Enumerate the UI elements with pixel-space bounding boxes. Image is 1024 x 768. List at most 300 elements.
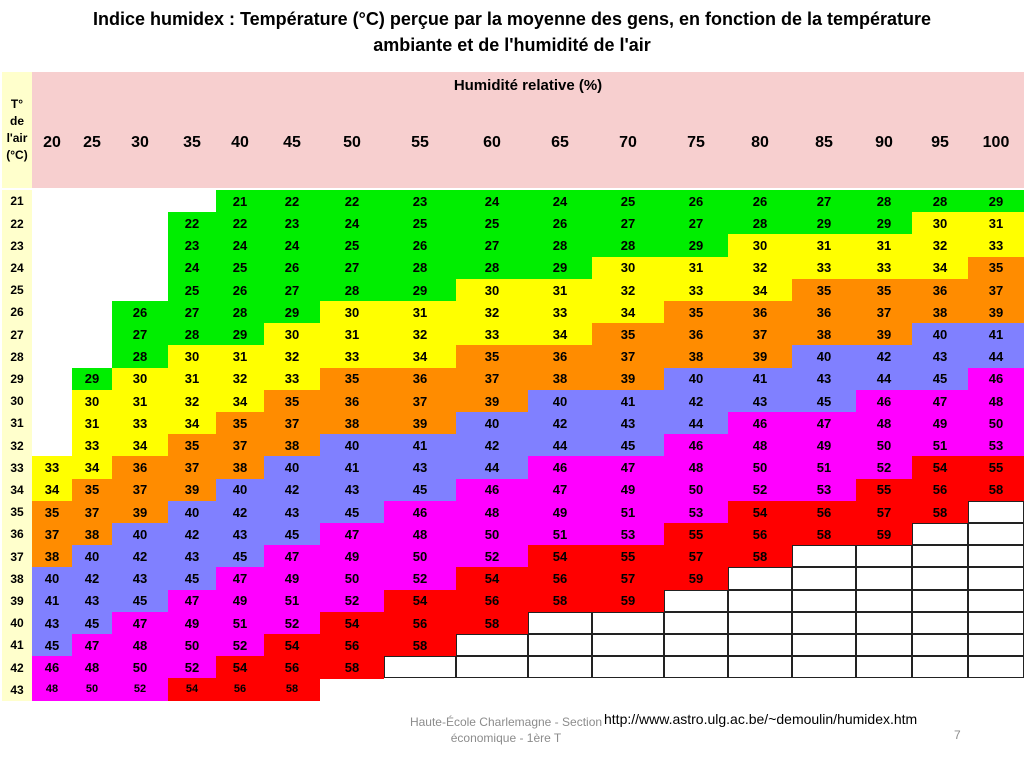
humidex-cell: 45 — [264, 523, 320, 546]
humidex-cell: 45 — [320, 501, 384, 524]
humidex-cell: 35 — [664, 301, 728, 324]
humidex-cell: 54 — [456, 567, 528, 590]
humidex-cell: 55 — [856, 479, 912, 502]
temperature-label: 35 — [2, 501, 32, 524]
empty-cell — [912, 523, 968, 545]
humidex-cell: 38 — [216, 456, 264, 479]
humidex-cell: 57 — [856, 501, 912, 524]
humidex-cell: 45 — [32, 634, 72, 657]
humidex-cell: 29 — [856, 212, 912, 235]
temperature-label: 43 — [2, 678, 32, 701]
humidex-cell: 44 — [664, 412, 728, 435]
humidex-cell: 29 — [264, 301, 320, 324]
humidex-cell: 34 — [528, 323, 592, 346]
humidex-cell: 52 — [456, 545, 528, 568]
humidex-cell: 35 — [456, 345, 528, 368]
humidex-cell: 22 — [168, 212, 216, 235]
humidex-cell: 50 — [320, 567, 384, 590]
empty-cell — [792, 545, 856, 567]
empty-cell — [792, 590, 856, 612]
humidex-cell: 51 — [264, 590, 320, 613]
humidex-cell: 49 — [168, 612, 216, 635]
humidex-cell: 30 — [912, 212, 968, 235]
humidex-cell: 35 — [792, 279, 856, 302]
temperature-label: 23 — [2, 234, 32, 257]
empty-cell — [912, 634, 968, 656]
humidity-value-45: 45 — [283, 134, 301, 151]
humidex-cell: 48 — [728, 434, 792, 457]
humidex-cell: 58 — [528, 590, 592, 613]
humidity-value-60: 60 — [483, 134, 501, 151]
humidex-cell: 58 — [456, 612, 528, 635]
temperature-label: 26 — [2, 301, 32, 324]
humidex-cell: 56 — [528, 567, 592, 590]
humidex-cell: 34 — [112, 434, 168, 457]
humidity-value-100: 100 — [982, 134, 1010, 151]
humidex-cell: 52 — [112, 678, 168, 701]
humidex-cell: 25 — [456, 212, 528, 235]
empty-cell — [968, 567, 1024, 589]
humidex-cell: 28 — [320, 279, 384, 302]
humidex-cell: 35 — [856, 279, 912, 302]
humidex-cell: 39 — [168, 479, 216, 502]
humidex-cell: 38 — [72, 523, 112, 546]
corner-label-line: l'air — [6, 131, 28, 145]
humidex-cell: 38 — [32, 545, 72, 568]
temperature-label: 25 — [2, 279, 32, 302]
humidex-cell: 30 — [320, 301, 384, 324]
temperature-label: 22 — [2, 212, 32, 235]
humidex-cell: 25 — [320, 234, 384, 257]
humidex-cell: 50 — [728, 456, 792, 479]
humidex-cell: 34 — [216, 390, 264, 413]
humidex-cell: 41 — [592, 390, 664, 413]
humidex-cell: 27 — [456, 234, 528, 257]
humidex-cell: 36 — [792, 301, 856, 324]
humidex-cell: 27 — [168, 301, 216, 324]
humidex-cell: 47 — [112, 612, 168, 635]
humidex-cell: 58 — [728, 545, 792, 568]
humidex-cell: 33 — [456, 323, 528, 346]
humidex-cell: 32 — [168, 390, 216, 413]
empty-cell — [728, 567, 792, 589]
humidity-value-55: 55 — [411, 134, 429, 151]
humidex-cell: 56 — [912, 479, 968, 502]
humidity-value-90: 90 — [875, 134, 893, 151]
empty-cell — [912, 612, 968, 634]
humidex-cell: 59 — [592, 590, 664, 613]
humidex-cell: 28 — [112, 345, 168, 368]
humidex-cell: 25 — [592, 190, 664, 213]
humidity-value-75: 75 — [687, 134, 705, 151]
humidex-cell: 34 — [72, 456, 112, 479]
humidex-cell: 29 — [384, 279, 456, 302]
humidex-cell: 46 — [384, 501, 456, 524]
humidex-cell: 52 — [728, 479, 792, 502]
humidex-cell: 31 — [216, 345, 264, 368]
humidex-cell: 37 — [856, 301, 912, 324]
humidex-cell: 43 — [72, 590, 112, 613]
humidex-cell: 37 — [456, 368, 528, 391]
humidex-cell: 46 — [728, 412, 792, 435]
humidex-cell: 40 — [32, 567, 72, 590]
humidex-cell: 48 — [384, 523, 456, 546]
humidex-cell: 26 — [264, 257, 320, 280]
humidex-cell: 27 — [792, 190, 856, 213]
humidex-cell: 39 — [592, 368, 664, 391]
humidex-cell: 50 — [968, 412, 1024, 435]
humidex-cell: 33 — [664, 279, 728, 302]
humidex-cell: 37 — [968, 279, 1024, 302]
temperature-column-header — [2, 72, 32, 188]
temperature-label: 40 — [2, 612, 32, 635]
humidex-cell: 34 — [168, 412, 216, 435]
humidex-cell: 47 — [592, 456, 664, 479]
empty-cell — [528, 612, 592, 634]
empty-cell — [592, 634, 664, 656]
humidex-cell: 50 — [384, 545, 456, 568]
humidex-cell: 31 — [792, 234, 856, 257]
humidex-cell: 30 — [728, 234, 792, 257]
humidex-cell: 27 — [264, 279, 320, 302]
temperature-label: 29 — [2, 368, 32, 391]
humidex-cell: 36 — [912, 279, 968, 302]
humidex-cell: 42 — [264, 479, 320, 502]
humidex-cell: 24 — [320, 212, 384, 235]
humidex-cell: 41 — [32, 590, 72, 613]
humidex-cell: 35 — [968, 257, 1024, 280]
humidex-cell: 45 — [168, 567, 216, 590]
humidex-cell: 48 — [856, 412, 912, 435]
humidex-cell: 54 — [728, 501, 792, 524]
humidex-cell: 34 — [384, 345, 456, 368]
humidex-cell: 42 — [168, 523, 216, 546]
humidex-cell: 50 — [856, 434, 912, 457]
empty-cell — [456, 634, 528, 656]
humidex-cell: 51 — [216, 612, 264, 635]
empty-cell — [664, 612, 728, 634]
humidex-cell: 30 — [592, 257, 664, 280]
humidex-cell: 43 — [792, 368, 856, 391]
humidex-cell: 27 — [664, 212, 728, 235]
humidex-cell: 33 — [792, 257, 856, 280]
humidex-cell: 46 — [528, 456, 592, 479]
humidex-cell: 31 — [112, 390, 168, 413]
humidex-cell: 46 — [32, 656, 72, 679]
humidex-cell: 43 — [384, 456, 456, 479]
humidex-cell: 38 — [912, 301, 968, 324]
humidex-cell: 58 — [792, 523, 856, 546]
humidex-cell: 24 — [528, 190, 592, 213]
humidex-cell: 42 — [664, 390, 728, 413]
temperature-label: 24 — [2, 257, 32, 280]
humidex-cell: 51 — [592, 501, 664, 524]
humidex-cell: 49 — [264, 567, 320, 590]
humidex-cell: 49 — [792, 434, 856, 457]
humidex-cell: 38 — [664, 345, 728, 368]
humidex-cell: 34 — [592, 301, 664, 324]
humidex-cell: 28 — [456, 257, 528, 280]
empty-cell — [968, 634, 1024, 656]
humidex-cell: 51 — [912, 434, 968, 457]
empty-cell — [968, 590, 1024, 612]
humidex-cell: 45 — [912, 368, 968, 391]
temperature-label: 31 — [2, 412, 32, 435]
empty-cell — [856, 656, 912, 678]
humidex-cell: 47 — [320, 523, 384, 546]
humidex-cell: 53 — [968, 434, 1024, 457]
humidex-cell: 56 — [320, 634, 384, 657]
humidex-cell: 33 — [968, 234, 1024, 257]
humidex-cell: 24 — [456, 190, 528, 213]
humidex-cell: 26 — [216, 279, 264, 302]
humidex-cell: 46 — [968, 368, 1024, 391]
humidex-cell: 23 — [384, 190, 456, 213]
corner-label-line: T° — [10, 97, 24, 111]
empty-cell — [856, 634, 912, 656]
humidex-cell: 33 — [112, 412, 168, 435]
humidex-cell: 26 — [728, 190, 792, 213]
humidex-cell: 56 — [456, 590, 528, 613]
humidex-cell: 31 — [664, 257, 728, 280]
humidex-cell: 36 — [384, 368, 456, 391]
humidex-cell: 43 — [112, 567, 168, 590]
humidex-cell: 29 — [792, 212, 856, 235]
humidex-cell: 50 — [456, 523, 528, 546]
humidex-cell: 40 — [456, 412, 528, 435]
humidex-cell: 36 — [728, 301, 792, 324]
humidex-cell: 41 — [384, 434, 456, 457]
humidex-cell: 42 — [528, 412, 592, 435]
humidity-value-65: 65 — [551, 134, 569, 151]
humidex-cell: 40 — [168, 501, 216, 524]
humidex-cell: 43 — [32, 612, 72, 635]
humidex-cell: 28 — [168, 323, 216, 346]
humidex-cell: 37 — [592, 345, 664, 368]
temperature-label: 33 — [2, 456, 32, 479]
humidex-cell: 33 — [528, 301, 592, 324]
humidex-cell: 52 — [264, 612, 320, 635]
humidex-cell: 54 — [168, 678, 216, 701]
humidex-cell: 39 — [456, 390, 528, 413]
humidex-cell: 43 — [912, 345, 968, 368]
humidex-cell: 48 — [664, 456, 728, 479]
humidex-cell: 31 — [384, 301, 456, 324]
humidex-cell: 30 — [456, 279, 528, 302]
humidex-cell: 27 — [320, 257, 384, 280]
humidex-cell: 55 — [968, 456, 1024, 479]
footer-line-1: Haute-École Charlemagne - Section — [409, 715, 603, 729]
humidex-cell: 52 — [320, 590, 384, 613]
humidex-cell: 27 — [592, 212, 664, 235]
humidex-cell: 37 — [72, 501, 112, 524]
humidex-cell: 54 — [264, 634, 320, 657]
humidex-cell: 54 — [528, 545, 592, 568]
empty-cell — [528, 634, 592, 656]
empty-cell — [728, 634, 792, 656]
humidex-cell: 22 — [264, 190, 320, 213]
humidex-cell: 35 — [168, 434, 216, 457]
humidex-cell: 35 — [320, 368, 384, 391]
humidex-cell: 24 — [168, 257, 216, 280]
humidex-cell: 29 — [216, 323, 264, 346]
temperature-label: 36 — [2, 523, 32, 546]
humidex-cell: 38 — [264, 434, 320, 457]
humidex-cell: 31 — [968, 212, 1024, 235]
humidex-cell: 39 — [856, 323, 912, 346]
humidex-cell: 44 — [456, 456, 528, 479]
humidex-cell: 30 — [264, 323, 320, 346]
temperature-label: 30 — [2, 390, 32, 413]
humidex-cell: 44 — [528, 434, 592, 457]
humidex-cell: 42 — [456, 434, 528, 457]
humidex-cell: 25 — [216, 257, 264, 280]
corner-label-line: de — [9, 114, 24, 128]
humidex-cell: 59 — [664, 567, 728, 590]
humidex-cell: 40 — [264, 456, 320, 479]
humidex-cell: 40 — [528, 390, 592, 413]
humidex-cell: 30 — [72, 390, 112, 413]
humidex-cell: 43 — [168, 545, 216, 568]
humidex-cell: 56 — [384, 612, 456, 635]
humidex-cell: 45 — [592, 434, 664, 457]
humidex-cell: 36 — [112, 456, 168, 479]
humidex-cell: 40 — [216, 479, 264, 502]
humidex-cell: 41 — [320, 456, 384, 479]
temperature-label: 39 — [2, 590, 32, 613]
humidex-cell: 55 — [592, 545, 664, 568]
humidex-cell: 47 — [72, 634, 112, 657]
humidex-cell: 38 — [792, 323, 856, 346]
humidex-cell: 26 — [112, 301, 168, 324]
humidex-cell: 22 — [216, 212, 264, 235]
humidex-cell: 28 — [384, 257, 456, 280]
humidity-header-title: Humidité relative (%) — [453, 76, 603, 94]
humidex-cell: 25 — [384, 212, 456, 235]
humidex-cell: 44 — [968, 345, 1024, 368]
humidex-cell: 50 — [664, 479, 728, 502]
humidex-cell: 36 — [320, 390, 384, 413]
humidex-cell: 26 — [384, 234, 456, 257]
humidex-cell: 40 — [912, 323, 968, 346]
humidex-cell: 29 — [72, 368, 112, 391]
humidex-cell: 33 — [72, 434, 112, 457]
humidex-cell: 31 — [72, 412, 112, 435]
humidex-cell: 40 — [112, 523, 168, 546]
humidex-cell: 47 — [168, 590, 216, 613]
temperature-label: 38 — [2, 567, 32, 590]
humidex-cell: 40 — [664, 368, 728, 391]
humidex-cell: 26 — [528, 212, 592, 235]
humidex-cell: 46 — [456, 479, 528, 502]
humidex-cell: 44 — [856, 368, 912, 391]
humidex-cell: 54 — [912, 456, 968, 479]
humidex-cell: 54 — [216, 656, 264, 679]
humidex-cell: 32 — [216, 368, 264, 391]
empty-cell — [856, 567, 912, 589]
humidex-cell: 27 — [112, 323, 168, 346]
humidex-cell: 49 — [320, 545, 384, 568]
empty-cell — [728, 612, 792, 634]
humidex-cell: 47 — [264, 545, 320, 568]
humidex-cell: 40 — [320, 434, 384, 457]
temperature-label: 37 — [2, 545, 32, 568]
humidex-cell: 32 — [456, 301, 528, 324]
humidex-cell: 40 — [792, 345, 856, 368]
empty-cell — [912, 590, 968, 612]
humidity-value-80: 80 — [751, 134, 769, 151]
humidex-cell: 28 — [216, 301, 264, 324]
title-line-2: ambiante et de l'humidité de l'air — [373, 35, 651, 55]
humidex-cell: 41 — [728, 368, 792, 391]
humidex-cell: 47 — [912, 390, 968, 413]
humidex-cell: 45 — [72, 612, 112, 635]
humidex-cell: 37 — [112, 479, 168, 502]
humidex-cell: 53 — [664, 501, 728, 524]
humidex-cell: 28 — [856, 190, 912, 213]
humidex-cell: 37 — [32, 523, 72, 546]
humidex-cell: 49 — [528, 501, 592, 524]
empty-cell — [856, 545, 912, 567]
empty-cell — [456, 656, 528, 678]
empty-cell — [592, 656, 664, 678]
humidity-value-70: 70 — [619, 134, 637, 151]
humidex-cell: 24 — [216, 234, 264, 257]
humidex-cell: 43 — [728, 390, 792, 413]
humidex-cell: 32 — [728, 257, 792, 280]
humidex-cell: 49 — [912, 412, 968, 435]
humidex-cell: 53 — [792, 479, 856, 502]
humidex-cell: 38 — [320, 412, 384, 435]
humidex-cell: 35 — [592, 323, 664, 346]
humidity-value-50: 50 — [343, 134, 361, 151]
humidex-cell: 39 — [968, 301, 1024, 324]
humidex-cell: 37 — [168, 456, 216, 479]
empty-cell — [856, 590, 912, 612]
humidex-cell: 54 — [384, 590, 456, 613]
empty-cell — [728, 590, 792, 612]
humidex-cell: 42 — [856, 345, 912, 368]
humidity-value-40: 40 — [231, 134, 249, 151]
empty-cell — [968, 612, 1024, 634]
temperature-label: 42 — [2, 656, 32, 679]
empty-cell — [968, 501, 1024, 523]
humidex-cell: 43 — [320, 479, 384, 502]
empty-cell — [664, 634, 728, 656]
humidex-cell: 24 — [264, 234, 320, 257]
humidex-cell: 43 — [216, 523, 264, 546]
humidex-cell: 35 — [264, 390, 320, 413]
empty-cell — [912, 545, 968, 567]
empty-cell — [592, 612, 664, 634]
humidex-cell: 59 — [856, 523, 912, 546]
humidex-cell: 56 — [264, 656, 320, 679]
empty-cell — [384, 656, 456, 678]
humidex-cell: 57 — [592, 567, 664, 590]
humidex-cell: 55 — [664, 523, 728, 546]
humidex-cell: 45 — [112, 590, 168, 613]
humidex-cell: 42 — [216, 501, 264, 524]
humidex-cell: 28 — [528, 234, 592, 257]
temperature-label: 41 — [2, 634, 32, 657]
humidex-cell: 46 — [856, 390, 912, 413]
humidex-cell: 58 — [264, 678, 320, 701]
empty-cell — [968, 545, 1024, 567]
humidex-cell: 31 — [856, 234, 912, 257]
empty-cell — [968, 656, 1024, 678]
humidex-cell: 52 — [168, 656, 216, 679]
humidex-cell: 48 — [968, 390, 1024, 413]
